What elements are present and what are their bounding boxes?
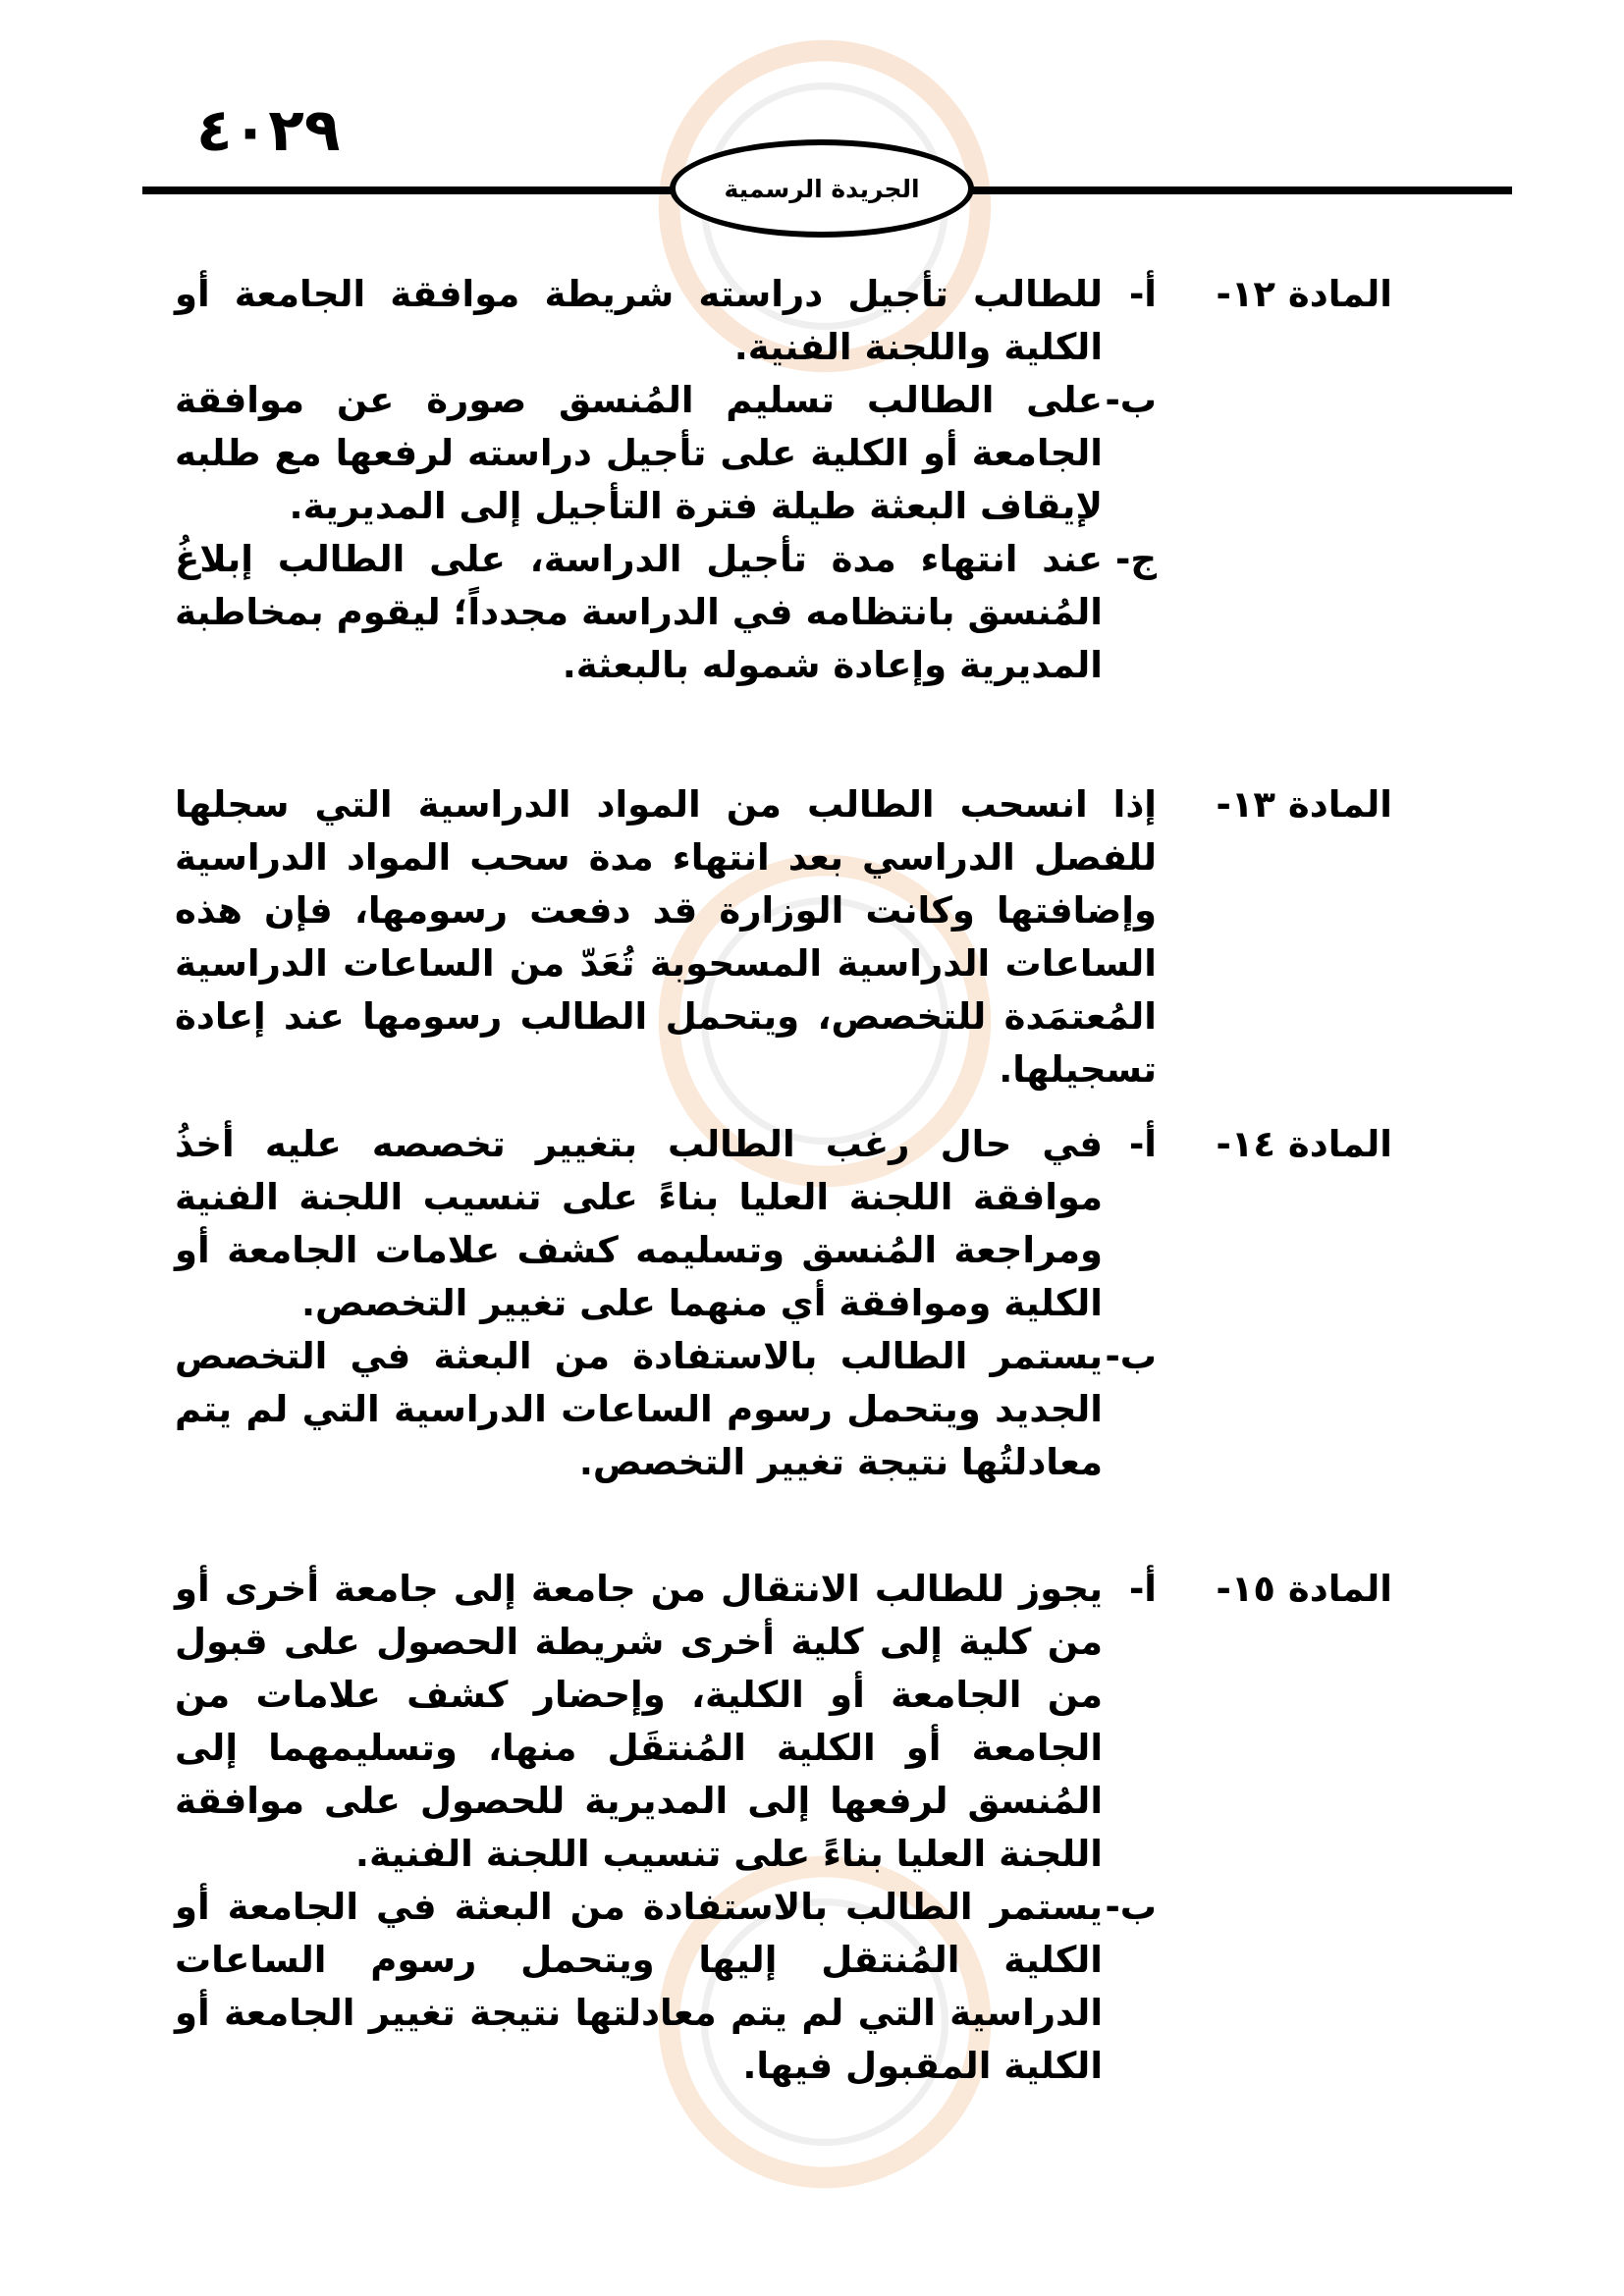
clause-label: ب- bbox=[1105, 379, 1157, 421]
article-label: المادة ١٤- bbox=[1216, 1123, 1392, 1165]
clause-label: ج- bbox=[1114, 538, 1157, 580]
clause-label: أ- bbox=[1128, 1123, 1157, 1165]
article-12 bbox=[175, 268, 1392, 692]
article-label: المادة ١٢- bbox=[1216, 273, 1392, 315]
clause-label: أ- bbox=[1128, 1568, 1157, 1610]
article-13 bbox=[175, 778, 1392, 1096]
clause-text: عند انتهاء مدة تأجيل الدراسة، على الطالب إبلاغُ المُنسق بانتظامه في الدراسة مجدداً؛ ليقوم بمخاطبة المديرية وإعادة شموله بالبعثة. bbox=[175, 538, 1103, 686]
clause-label: ب- bbox=[1105, 1335, 1157, 1377]
article-15 bbox=[175, 1563, 1392, 2093]
clause-text: على الطالب تسليم المُنسق صورة عن موافقة الجامعة أو الكلية على تأجيل دراسته لرفعها مع طلبه لإيقاف البعثة طيلة فترة التأجيل إلى المديرية. bbox=[175, 379, 1103, 527]
gazette-title: الجريدة الرسمية bbox=[724, 174, 920, 203]
clause-text: للطالب تأجيل دراسته شريطة موافقة الجامعة أو الكلية واللجنة الفنية. bbox=[175, 273, 1103, 368]
clause-text: في حال رغب الطالب بتغيير تخصصه عليه أخذُ موافقة اللجنة العليا بناءً على تنسيب اللجنة الفنية ومراجعة المُنسق وتسليمه كشف علامات الجامعة أو الكلية وموافقة أي منهما على تغيير التخصص. bbox=[175, 1123, 1103, 1324]
clause-label: أ- bbox=[1128, 273, 1157, 315]
clause-text: يستمر الطالب بالاستفادة من البعثة في التخصص الجديد ويتحمل رسوم الساعات الدراسية التي لم يتم معادلتُها نتيجة تغيير التخصص. bbox=[175, 1335, 1103, 1483]
clause-text: يجوز للطالب الانتقال من جامعة إلى جامعة أخرى أو من كلية إلى كلية أخرى شريطة الحصول على قبول من الجامعة أو الكلية، وإحضار كشف علامات من الجامعة أو الكلية المُنتقَل منها، وتسليمهما إلى المُنسق لرفعها إلى المديرية للحصول على موافقة اللجنة العليا بناءً على تنسيب اللجنة الفنية. bbox=[175, 1568, 1103, 1875]
clause-label: ب- bbox=[1105, 1886, 1157, 1928]
page-number: ٤٠٢٩ bbox=[196, 96, 341, 165]
clause-text: يستمر الطالب بالاستفادة من البعثة في الجامعة أو الكلية المُنتقل إليها ويتحمل رسوم الساعات الدراسية التي لم يتم معادلتها نتيجة تغيير الجامعة أو الكلية المقبول فيها. bbox=[175, 1886, 1103, 2087]
article-text: إذا انسحب الطالب من المواد الدراسية التي سجلها للفصل الدراسي بعد انتهاء مدة سحب المواد الدراسية وإضافتها وكانت الوزارة قد دفعت رسومها، فإن هذه الساعات الدراسية المسحوبة تُعَدّ من الساعات الدراسية المُعتمَدة للتخصص، ويتحمل الطالب رسومها عند إعادة تسجيلها. bbox=[175, 783, 1157, 1091]
article-label: المادة ١٣- bbox=[1216, 783, 1392, 826]
article-label: المادة ١٥- bbox=[1216, 1568, 1392, 1610]
article-14 bbox=[175, 1118, 1392, 1489]
gazette-title-oval bbox=[670, 139, 974, 238]
